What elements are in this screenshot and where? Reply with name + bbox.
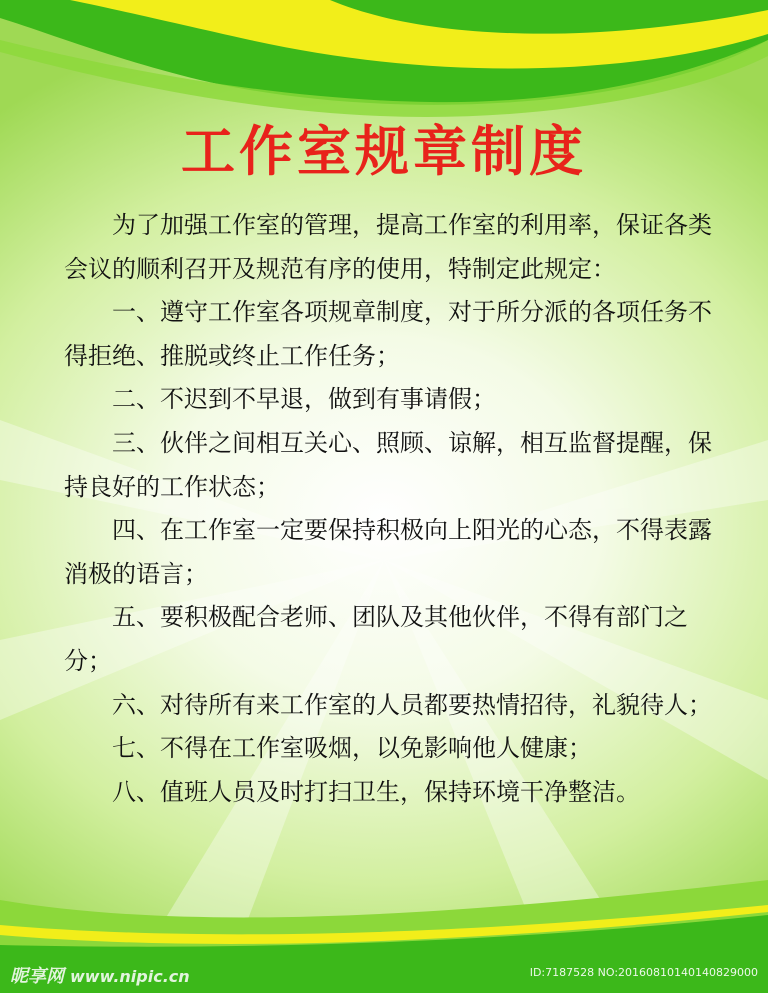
- rules-body: [64, 204, 714, 814]
- rule-item: 八、值班人员及时打扫卫生，保持环境干净整洁。: [112, 777, 640, 806]
- watermark-id: ID:7187528 NO:20160810140140829000: [529, 966, 758, 979]
- watermark-brand: 昵享网: [10, 966, 64, 987]
- watermark-site: www.nipic.cn: [70, 967, 190, 986]
- rule-item: 二、不迟到不早退，做到有事请假；: [112, 385, 496, 414]
- page-title: 工作室规章制度: [181, 119, 587, 183]
- rule-item: 三、伙伴之间相互关心、照顾、谅解，相互监督提醒，保持良好的工作状态；: [64, 428, 712, 501]
- rule-item: 七、不得在工作室吸烟，以免影响他人健康；: [112, 734, 592, 763]
- rule-item: 一、遵守工作室各项规章制度，对于所分派的各项任务不得拒绝、推脱或终止工作任务；: [64, 298, 712, 370]
- watermark-logo: [10, 962, 190, 988]
- rule-item: 四、在工作室一定要保持积极向上阳光的心态，不得表露消极的语言；: [64, 516, 712, 588]
- rule-item: 五、要积极配合老师、团队及其他伙伴，不得有部门之分；: [64, 603, 688, 675]
- intro-paragraph: 为了加强工作室的管理，提高工作室的利用率，保证各类会议的顺利召开及规范有序的使用，特制定此规定：: [64, 211, 712, 283]
- rule-item: 六、对待所有来工作室的人员都要热情招待，礼貌待人；: [112, 690, 712, 719]
